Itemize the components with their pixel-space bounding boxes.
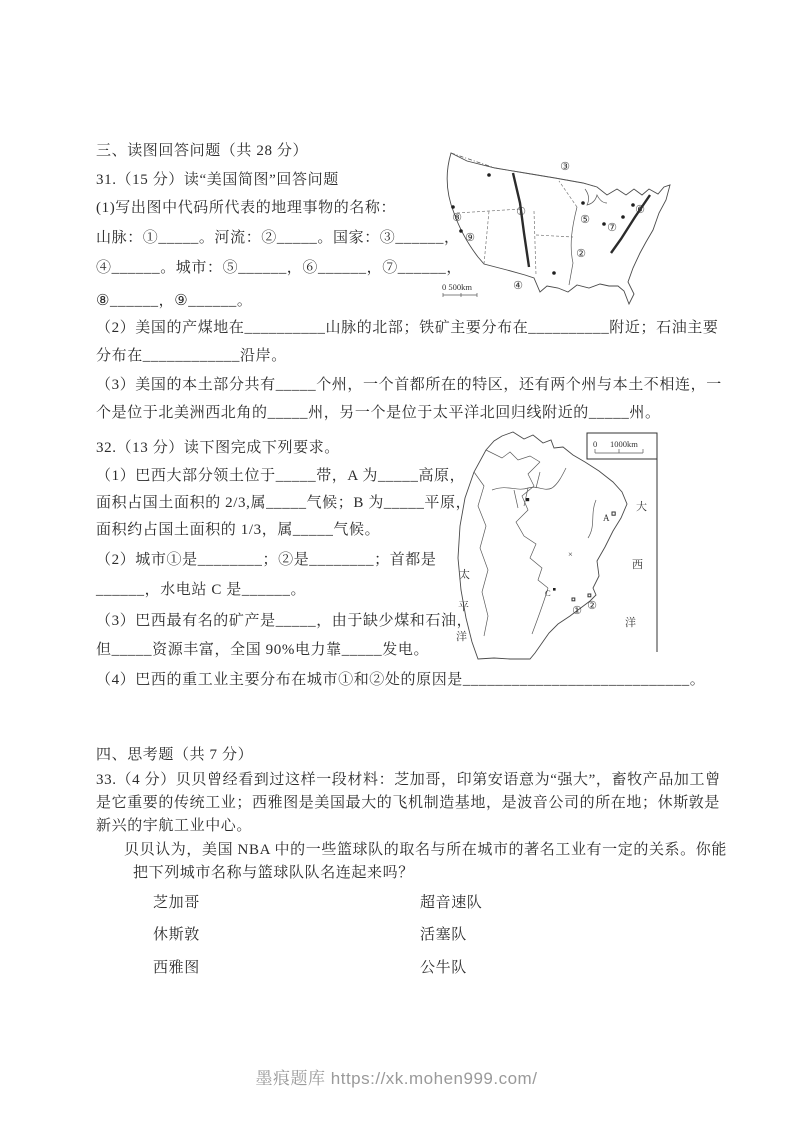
brazil-label-1: ①	[572, 605, 582, 617]
usa-label-1: ①	[516, 206, 526, 218]
usa-map-svg	[437, 145, 673, 307]
q33-line4: 贝贝认为，美国 NBA 中的一些篮球队的取名与所在城市的著名工业有一定的关系。你能	[124, 842, 727, 858]
city-dot-west-2	[459, 229, 463, 233]
match-team-pistons: 活塞队	[420, 927, 467, 943]
city2-marker	[588, 594, 591, 597]
q32-part1-line3: 面积约占国土面积的 1/3，属_____气候。	[96, 522, 381, 538]
usa-label-6: ⑥	[635, 204, 645, 216]
section3-title: 三、读图回答问题（共 28 分）	[96, 143, 309, 159]
q31-blanks-cities-1: ④______。城市：⑤______，⑥______，⑦______，	[96, 260, 463, 276]
sao-francisco-river	[588, 500, 596, 538]
pacific-char-3: 洋	[456, 631, 467, 643]
usa-label-5: ⑤	[580, 214, 590, 226]
usa-label-8: ⑧	[452, 212, 462, 224]
q31-part2-line1: （2）美国的产煤地在__________山脉的北部；铁矿主要分布在__________附近；石油主要	[96, 320, 719, 336]
brazil-scale-zero: 0	[593, 439, 598, 449]
q32-part2-line2: ______，水电站 C 是______。	[96, 582, 307, 598]
city-dot-east-3	[602, 222, 606, 226]
q33-line3: 新兴的宇航工业中心。	[96, 818, 253, 834]
q32-part3-line1: （3）巴西最有名的矿产是_____，由于缺少煤和石油，	[96, 613, 473, 629]
q32-part3-line2: 但_____资源丰富，全国 90%电力靠_____发电。	[96, 642, 430, 658]
usa-label-4: ④	[513, 280, 523, 292]
canada-border-line	[451, 153, 597, 187]
q32-part2-line1: （2）城市①是________；②是________；首都是	[96, 552, 437, 568]
rocky-mountains-line	[513, 173, 529, 267]
match-team-sonics: 超音速队	[420, 895, 483, 911]
q31-title: 31.（15 分）读“美国简图”回答问题	[96, 172, 339, 188]
match-city-houston: 休斯敦	[153, 927, 200, 943]
usa-label-2: ②	[576, 248, 586, 260]
hydro-marker	[553, 588, 556, 591]
brazil-label-2: ②	[587, 600, 597, 612]
atlantic-char-1: 大	[636, 501, 647, 513]
city-dot-gulf	[552, 271, 556, 275]
section4-title: 四、思考题（共 7 分）	[96, 747, 254, 763]
andes-border	[474, 472, 488, 636]
brazil-map-svg	[450, 430, 665, 660]
usa-label-3: ③	[560, 161, 570, 173]
city1-marker	[572, 598, 575, 601]
brazil-scale-dist: 1000km	[610, 439, 638, 449]
q33-line5: 把下列城市名称与篮球队队名连起来吗？	[133, 865, 414, 881]
q32-part4-line: （4）巴西的重工业主要分布在城市①和②处的原因是____________________________。	[96, 672, 706, 688]
amazon-tributaries	[514, 472, 540, 508]
pacific-char-1: 太	[459, 569, 470, 581]
south-america-outline	[458, 432, 627, 659]
brazil-west-border	[516, 462, 548, 588]
pacific-char-2: 平	[458, 601, 469, 613]
q31-blanks-mountains: 山脉：①_____。河流：②_____。国家：③______，	[96, 230, 460, 246]
usa-scale-ticks	[443, 293, 477, 297]
q31-part1-prompt: (1)写出图中代码所代表的地理事物的名称：	[96, 200, 397, 216]
q31-blanks-cities-2: ⑧______，⑨______。	[96, 293, 253, 309]
capital-marker-x: ×	[568, 549, 573, 559]
q32-part1-line2: 面积占国土面积的 2/3,属_____气候；B 为_____平原，	[96, 495, 472, 511]
q31-part2-line2: 分布在____________沿岸。	[96, 348, 287, 364]
q33-line1: 33.（4 分）贝贝曾经看到过这样一段材料：芝加哥，印第安语意为“强大”，畜牧产品加工曾	[96, 772, 721, 788]
q32-title: 32.（13 分）读下图完成下列要求。	[96, 440, 340, 456]
city-dot-east-2	[621, 215, 625, 219]
city-dot-lakes	[581, 201, 585, 205]
amazon-river	[492, 468, 566, 490]
atlantic-char-2: 西	[632, 559, 643, 571]
usa-outline	[447, 153, 670, 304]
country-borders-north	[486, 450, 540, 462]
mississippi-river	[569, 207, 577, 285]
usa-scale-text: 0 500km	[442, 282, 472, 292]
brazil-scale-ticks	[595, 449, 643, 453]
usa-label-7: ⑦	[607, 222, 617, 234]
q31-part3-line1: （3）美国的本土部分共有_____个州，一个首都所在的特区，还有两个州与本土不相连，一	[96, 377, 722, 393]
match-team-bulls: 公牛队	[420, 960, 467, 976]
atlantic-char-3: 洋	[625, 617, 636, 629]
label-A: A	[603, 513, 610, 523]
label-C: C	[545, 588, 551, 598]
footer-watermark: 墨痕题库 https://xk.mohen999.com/	[255, 1069, 538, 1088]
usa-map-figure	[437, 145, 673, 307]
city-dot-nw	[487, 173, 491, 177]
city-dot-west-1	[451, 205, 455, 209]
match-city-seattle: 西雅图	[153, 960, 200, 976]
manaus-marker	[526, 498, 529, 501]
q31-part3-line2: 个是位于北美洲西北角的_____州，另一个是位于太平洋北回归线附近的_____州。	[96, 405, 661, 421]
match-city-chicago: 芝加哥	[153, 895, 200, 911]
brazil-map-figure	[450, 430, 665, 660]
q32-part1-line1: （1）巴西大部分领土位于_____带，A 为_____高原，	[96, 468, 466, 484]
label-A-marker	[612, 512, 615, 515]
great-lakes	[585, 189, 607, 205]
usa-label-9: ⑨	[465, 232, 475, 244]
q33-line2: 是它重要的传统工业；西雅图是美国最大的飞机制造基地，是波音公司的所在地；休斯敦是	[96, 795, 721, 811]
